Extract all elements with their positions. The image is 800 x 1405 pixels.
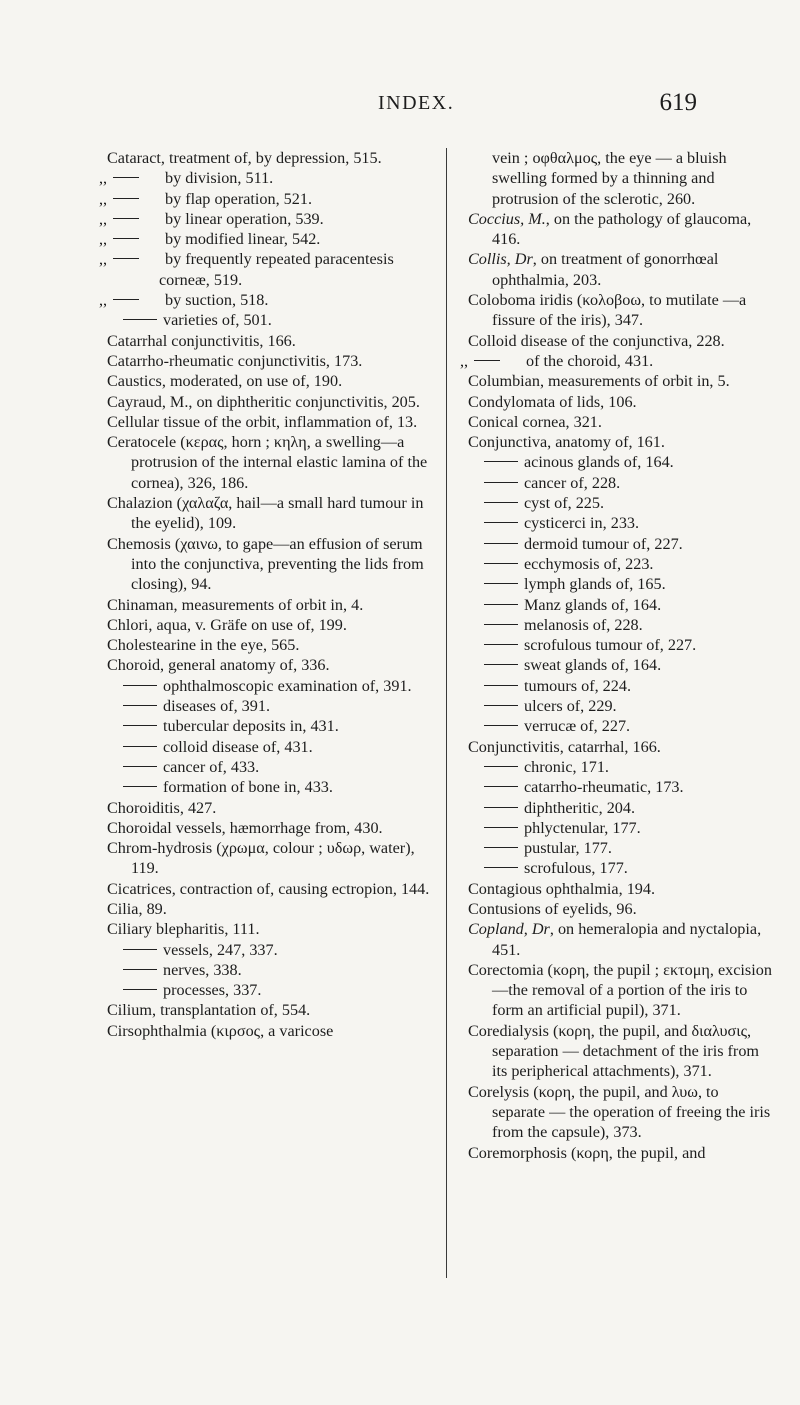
entry-text: scrofulous, 177.: [524, 859, 628, 878]
ditto-dash: [113, 258, 139, 259]
index-entry: [468, 249, 773, 290]
index-entry: [468, 879, 773, 899]
ditto-dash: [484, 583, 518, 584]
entry-text: Cayraud, M., on diphtheritic conjunctivitis, 205.: [107, 392, 420, 411]
ditto-dash: [113, 218, 139, 219]
entry-text: diphtheritic, 204.: [524, 798, 636, 817]
index-entry: [107, 899, 437, 919]
entry-text: Copland, Dr, on hemeralopia and nyctalopia, 451.: [468, 920, 762, 959]
entry-text: Choroid, general anatomy of, 336.: [107, 656, 330, 675]
ditto-mark: ,,: [460, 351, 469, 370]
index-entry: [107, 595, 437, 615]
ditto-mark: ,,: [99, 230, 108, 249]
index-column-right: [460, 148, 773, 1163]
page-header: [0, 89, 800, 122]
index-entry: [468, 899, 773, 919]
index-entry: [107, 818, 437, 838]
index-entry: [107, 534, 437, 595]
index-entry: [107, 331, 437, 351]
entry-text: Cilium, transplantation of, 554.: [107, 1001, 311, 1020]
index-entry: [468, 574, 773, 594]
entry-text: Collis, Dr, on treatment of gonorrhœal ophthalmia, 203.: [468, 250, 719, 289]
entry-text: Chemosis (χαινω, to gape—an effusion of serum into the conjunctiva, preventing the lids from closing), 94.: [107, 534, 424, 594]
entry-text: dermoid tumour of, 227.: [524, 534, 683, 553]
ditto-dash: [123, 969, 157, 970]
index-entry: [107, 940, 437, 960]
ditto-dash: [484, 522, 518, 523]
index-entry: [107, 919, 437, 939]
ditto-dash: [484, 827, 518, 828]
index-entry: [468, 818, 773, 838]
entry-text: lymph glands of, 165.: [524, 575, 666, 594]
entry-text: Corectomia (κορη, the pupil ; εκτομη, excision—the removal of a portion of the iris to form an artificial pupil), 371.: [468, 960, 772, 1020]
index-entry: [468, 1082, 773, 1143]
index-entry: [107, 960, 437, 980]
index-entry: [468, 798, 773, 818]
entry-text: by division, 511.: [165, 169, 274, 188]
entry-text: ulcers of, 229.: [524, 697, 617, 716]
index-entry: [468, 919, 773, 960]
index-entry: [107, 392, 437, 412]
entry-text: Colloid disease of the conjunctiva, 228.: [468, 331, 725, 350]
ditto-mark: ,,: [99, 209, 108, 228]
index-entry: [107, 757, 437, 777]
index-entry: [107, 777, 437, 797]
ditto-mark: ,,: [99, 250, 108, 269]
entry-text: Condylomata of lids, 106.: [468, 392, 637, 411]
ditto-dash: [123, 319, 157, 320]
index-entry: [468, 777, 773, 797]
ditto-dash: [123, 766, 157, 767]
index-entry: [468, 473, 773, 493]
entry-text: formation of bone in, 433.: [163, 778, 333, 797]
entry-text: Coredialysis (κορη, the pupil, and διαλυσις, separation — detachment of the iris from its peripherical attachments), 371.: [468, 1021, 760, 1081]
ditto-dash: [484, 482, 518, 483]
index-entry: [468, 513, 773, 533]
ditto-dash: [484, 725, 518, 726]
index-entry: [468, 696, 773, 716]
index-entry: [107, 838, 437, 879]
ditto-dash: [484, 685, 518, 686]
entry-text: Ciliary blepharitis, 111.: [107, 920, 260, 939]
ditto-dash: [123, 786, 157, 787]
entry-text: Chrom-hydrosis (χρωμα, colour ; υδωρ, water), 119.: [107, 839, 415, 878]
ditto-dash: [484, 766, 518, 767]
ditto-dash: [484, 604, 518, 605]
entry-text: cancer of, 228.: [524, 473, 621, 492]
index-entry: [107, 615, 437, 635]
index-entry: [468, 493, 773, 513]
entry-text: Coloboma iridis (κολοβοω, to mutilate —a fissure of the iris), 347.: [468, 291, 747, 330]
ditto-dash: [484, 664, 518, 665]
ditto-dash: [484, 847, 518, 848]
entry-text: Conical cornea, 321.: [468, 412, 602, 431]
index-entry: [468, 392, 773, 412]
index-entry: [468, 1021, 773, 1082]
index-entry: [107, 655, 437, 675]
index-entry: [468, 290, 773, 331]
index-entry: [468, 676, 773, 696]
ditto-dash: [123, 725, 157, 726]
entry-text: Manz glands of, 164.: [524, 595, 662, 614]
entry-text: catarrho-rheumatic, 173.: [524, 778, 684, 797]
index-entry: [107, 412, 437, 432]
index-entry: [468, 858, 773, 878]
entry-text: Choroiditis, 427.: [107, 798, 217, 817]
index-entry: [468, 1143, 773, 1163]
entry-text: processes, 337.: [163, 981, 262, 1000]
ditto-dash: [484, 705, 518, 706]
index-entry: [468, 615, 773, 635]
index-entry: [99, 249, 437, 290]
ditto-dash: [123, 685, 157, 686]
entry-text: tubercular deposits in, 431.: [163, 717, 339, 736]
index-entry: [468, 757, 773, 777]
index-entry: [468, 534, 773, 554]
ditto-dash: [484, 867, 518, 868]
entry-text: by linear operation, 539.: [165, 209, 324, 228]
ditto-mark: ,,: [99, 169, 108, 188]
index-entry: [468, 635, 773, 655]
ditto-dash: [474, 360, 500, 361]
index-entry: [107, 1021, 437, 1041]
ditto-dash: [484, 807, 518, 808]
index-entry: [107, 635, 437, 655]
ditto-dash: [123, 949, 157, 950]
entry-text: cyst of, 225.: [524, 494, 605, 513]
index-entry: [107, 716, 437, 736]
entry-text: Cholestearine in the eye, 565.: [107, 636, 300, 655]
entry-text: acinous glands of, 164.: [524, 453, 674, 472]
ditto-dash: [484, 563, 518, 564]
entry-text: Corelysis (κορη, the pupil, and λυω, to separate — the operation of freeing the iris from the capsule), 373.: [468, 1082, 771, 1142]
index-entry: [468, 960, 773, 1021]
index-entry: [107, 148, 437, 168]
ditto-dash: [484, 461, 518, 462]
entry-text: Conjunctivitis, catarrhal, 166.: [468, 737, 661, 756]
index-entry: [107, 980, 437, 1000]
ditto-dash: [113, 299, 139, 300]
entry-text: ecchymosis of, 223.: [524, 554, 654, 573]
index-entry: [460, 351, 773, 371]
entry-text: melanosis of, 228.: [524, 615, 643, 634]
entry-text: scrofulous tumour of, 227.: [524, 636, 697, 655]
entry-text: verrucæ of, 227.: [524, 717, 631, 736]
ditto-dash: [123, 746, 157, 747]
entry-text: of the choroid, 431.: [526, 351, 654, 370]
entry-text: vein ; οφθαλμος, the eye — a bluish swelling formed by a thinning and protrusion of the sclerotic, 260.: [492, 149, 727, 208]
entry-text: sweat glands of, 164.: [524, 656, 662, 675]
entry-text: Columbian, measurements of orbit in, 5.: [468, 372, 730, 391]
running-head-title: INDEX.: [378, 92, 455, 114]
index-entry: [107, 493, 437, 534]
ditto-dash: [484, 502, 518, 503]
ditto-dash: [484, 624, 518, 625]
entry-text: ophthalmoscopic examination of, 391.: [163, 676, 412, 695]
entry-text: cysticerci in, 233.: [524, 514, 640, 533]
entry-text: Contusions of eyelids, 96.: [468, 899, 637, 918]
entry-text: by modified linear, 542.: [165, 230, 321, 249]
index-entry: [468, 595, 773, 615]
entry-text: Catarrhal conjunctivitis, 166.: [107, 331, 296, 350]
entry-text: Cataract, treatment of, by depression, 515.: [107, 149, 382, 167]
index-entry: [468, 716, 773, 736]
entry-text: Contagious ophthalmia, 194.: [468, 879, 656, 898]
entry-text: pustular, 177.: [524, 839, 612, 858]
entry-text: vessels, 247, 337.: [163, 940, 278, 959]
index-entry: [107, 737, 437, 757]
entry-text: varieties of, 501.: [163, 311, 272, 330]
entry-text: Chalazion (χαλαζα, hail—a small hard tumour in the eyelid), 109.: [107, 494, 424, 533]
ditto-mark: ,,: [99, 291, 108, 310]
ditto-dash: [484, 786, 518, 787]
index-entry: [468, 838, 773, 858]
index-entry: [107, 371, 437, 391]
entry-text: Catarrho-rheumatic conjunctivitis, 173.: [107, 351, 363, 370]
entry-text: diseases of, 391.: [163, 697, 270, 716]
entry-text: by flap operation, 521.: [165, 189, 312, 208]
index-column-left: [99, 148, 437, 1041]
index-entry: [468, 737, 773, 757]
entry-text: by suction, 518.: [165, 291, 269, 310]
entry-text: nerves, 338.: [163, 960, 242, 979]
entry-text: Cellular tissue of the orbit, inflammation of, 13.: [107, 412, 418, 431]
index-entry: [99, 209, 437, 229]
index-entry: [468, 655, 773, 675]
entry-text: Coremorphosis (κορη, the pupil, and: [468, 1143, 706, 1162]
entry-text: Caustics, moderated, on use of, 190.: [107, 372, 343, 391]
index-entry: [468, 432, 773, 452]
entry-text: by frequently repeated paracentesis corneæ, 519.: [159, 250, 394, 289]
entry-text: colloid disease of, 431.: [163, 737, 313, 756]
ditto-dash: [113, 198, 139, 199]
ditto-dash: [484, 543, 518, 544]
index-entry: [107, 696, 437, 716]
index-entry: [107, 310, 437, 330]
index-entry: [107, 798, 437, 818]
column-divider: [446, 148, 447, 1278]
entry-text: Conjunctiva, anatomy of, 161.: [468, 433, 665, 452]
index-entry: [468, 412, 773, 432]
entry-text: Coccius, M., on the pathology of glaucoma, 416.: [468, 209, 752, 249]
ditto-dash: [123, 989, 157, 990]
index-entry: [107, 676, 437, 696]
index-entry: [99, 168, 437, 188]
index-entry: [107, 351, 437, 371]
index-entry: [468, 554, 773, 574]
entry-text: chronic, 171.: [524, 757, 609, 776]
entry-text: phlyctenular, 177.: [524, 818, 641, 837]
ditto-mark: ,,: [99, 189, 108, 208]
index-entry: [107, 879, 437, 899]
index-entry: [468, 331, 773, 351]
index-entry: [468, 452, 773, 472]
entry-text: Chinaman, measurements of orbit in, 4.: [107, 595, 364, 614]
entry-text: Chlori, aqua, v. Gräfe on use of, 199.: [107, 615, 347, 634]
entry-text: tumours of, 224.: [524, 676, 632, 695]
page-number: 619: [659, 89, 697, 116]
index-entry: [468, 148, 773, 209]
index-entry: [107, 432, 437, 493]
index-entry: [468, 209, 773, 250]
index-entry: [99, 290, 437, 310]
entry-text: Cilia, 89.: [107, 899, 167, 918]
index-entry: [99, 229, 437, 249]
entry-text: cancer of, 433.: [163, 757, 260, 776]
entry-text: Cirsophthalmia (κιρσος, a varicose: [107, 1021, 334, 1040]
ditto-dash: [123, 705, 157, 706]
index-entry: [99, 189, 437, 209]
index-entry: [107, 1000, 437, 1020]
index-entry: [468, 371, 773, 391]
entry-text: Ceratocele (κερας, horn ; κηλη, a swelling—a protrusion of the internal elastic lamina of the cornea), 326, 186.: [107, 433, 428, 492]
entry-text: Choroidal vessels, hæmorrhage from, 430.: [107, 818, 383, 837]
ditto-dash: [113, 177, 139, 178]
entry-text: Cicatrices, contraction of, causing ectropion, 144.: [107, 879, 430, 898]
ditto-dash: [113, 238, 139, 239]
ditto-dash: [484, 644, 518, 645]
